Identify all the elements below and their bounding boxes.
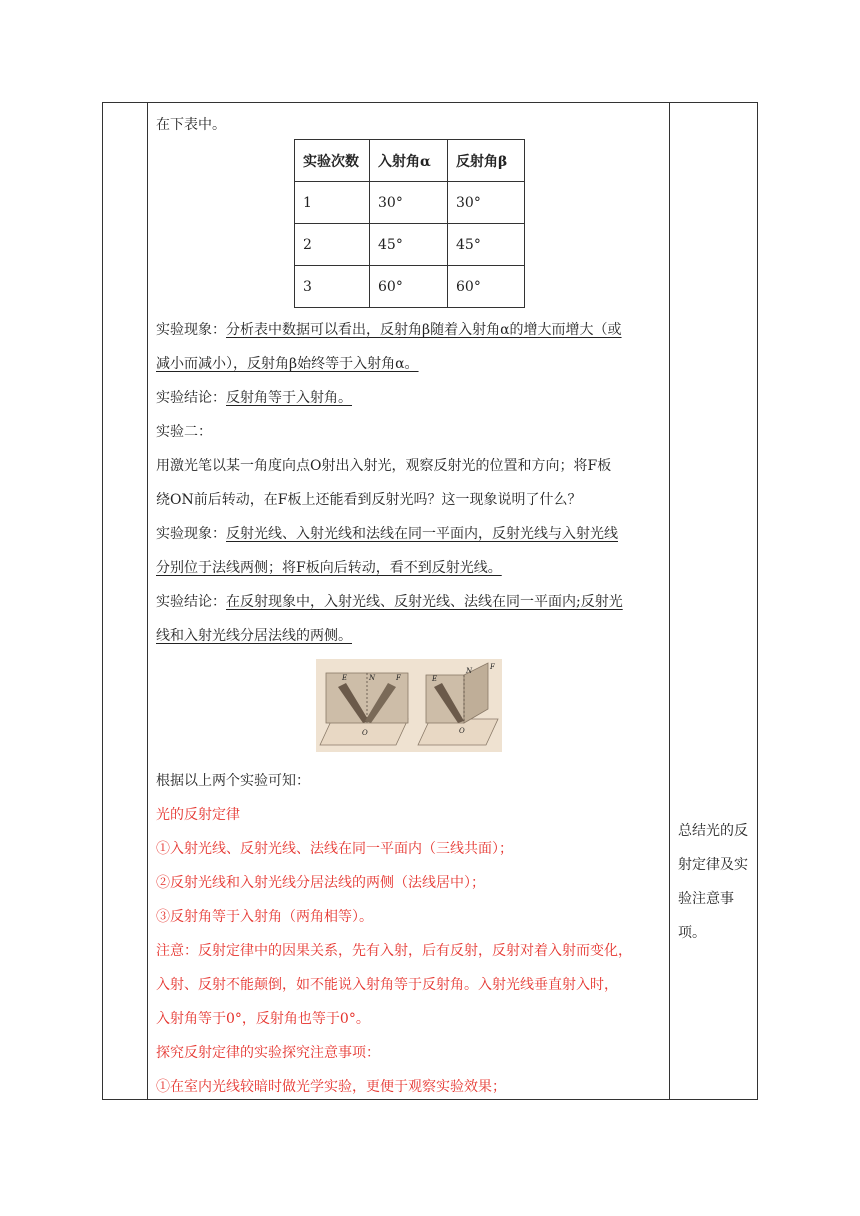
exp2-desc-line2: 绕ON前后转动，在F板上还能看到反射光吗？这一现象说明了什么？	[156, 492, 582, 508]
law-item-2: ②反射光线和入射光线分居法线的两侧（法线居中）；	[156, 875, 485, 891]
label-F: F	[396, 674, 401, 682]
label: 实验结论：	[156, 594, 226, 610]
label-E2: E	[432, 675, 438, 683]
table-cell: 60°	[448, 266, 525, 308]
table-cell: 30°	[448, 182, 525, 224]
column-divider-left	[147, 103, 148, 1099]
table-cell: 45°	[448, 224, 525, 266]
exp2-phenomenon-line1	[156, 524, 618, 544]
reflection-experiment-figure	[316, 659, 502, 752]
label-N2: N	[466, 667, 473, 675]
attention-title: 探究反射定律的实验探究注意事项：	[156, 1045, 380, 1061]
exp2-phenomenon-line2: 分别位于法线两侧；将F板向后转动，看不到反射光线。	[156, 560, 502, 576]
table-row	[295, 266, 525, 308]
intro-text: 在下表中。	[156, 117, 226, 133]
exp2-desc-line1: 用激光笔以某一角度向点O射出入射光，观察反射光的位置和方向；将F板	[156, 458, 612, 474]
side-note-line: 项。	[678, 925, 706, 941]
note-line3: 入射角等于0°，反射角也等于0°。	[156, 1011, 370, 1027]
law-item-3: ③反射角等于入射角（两角相等）。	[156, 909, 373, 925]
side-note-line: 总结光的反	[678, 823, 748, 839]
exp2-conclusion-line2: 线和入射光线分居法线的两侧。	[156, 628, 352, 644]
label-F2: F	[490, 663, 495, 671]
law-item-1: ①入射光线、反射光线、法线在同一平面内（三线共面）；	[156, 841, 513, 857]
exp1-phenomenon-line2: 减小而减小），反射角β始终等于入射角α。	[156, 356, 419, 372]
summary-intro: 根据以上两个实验可知：	[156, 773, 310, 789]
table-header: 实验次数	[295, 140, 370, 182]
table-cell: 60°	[370, 266, 448, 308]
table-row	[295, 182, 525, 224]
exp1-conclusion	[156, 388, 352, 408]
exp1-phenomenon-line1	[156, 320, 622, 340]
label: 实验现象：	[156, 322, 226, 338]
table-row	[295, 224, 525, 266]
label: 实验结论：	[156, 390, 226, 406]
reflection-experiment-illustration	[316, 659, 502, 752]
note-line1: 注意：反射定律中的因果关系，先有入射，后有反射，反射对着入射而变化，	[156, 943, 632, 959]
label-O: O	[362, 729, 368, 737]
column-divider-right	[669, 103, 670, 1099]
label-O2: O	[459, 727, 465, 735]
table-cell: 45°	[370, 224, 448, 266]
label: 实验现象：	[156, 526, 226, 542]
table-cell: 1	[295, 182, 370, 224]
law-title: 光的反射定律	[156, 807, 240, 823]
label-E: E	[342, 674, 348, 682]
exp2-conclusion: 在反射现象中，入射光线、反射光线、法线在同一平面内;反射光	[226, 594, 623, 610]
attention-item-1: ①在室内光线较暗时做光学实验，更便于观察实验效果；	[156, 1079, 506, 1095]
table-header-row	[295, 140, 525, 182]
exp2-title: 实验二：	[156, 424, 212, 440]
exp2-phenomenon: 反射光线、入射光线和法线在同一平面内，反射光线与入射光线	[226, 526, 618, 542]
table-header: 入射角α	[370, 140, 448, 182]
table-cell: 2	[295, 224, 370, 266]
label-N: N	[369, 674, 376, 682]
table-cell: 3	[295, 266, 370, 308]
table-cell: 30°	[370, 182, 448, 224]
side-note-line: 射定律及实	[678, 857, 748, 873]
exp1-conclusion-text: 反射角等于入射角。	[226, 390, 352, 406]
table-header: 反射角β	[448, 140, 525, 182]
lesson-table	[102, 102, 758, 1100]
exp2-conclusion-line1	[156, 592, 623, 612]
note-line2: 入射、反射不能颠倒，如不能说入射角等于反射角。入射光线垂直射入时，	[156, 977, 618, 993]
data-table	[294, 139, 525, 308]
side-note-line: 验注意事	[678, 891, 734, 907]
exp1-phenomenon: 分析表中数据可以看出，反射角β随着入射角α的增大而增大（或	[226, 322, 622, 338]
